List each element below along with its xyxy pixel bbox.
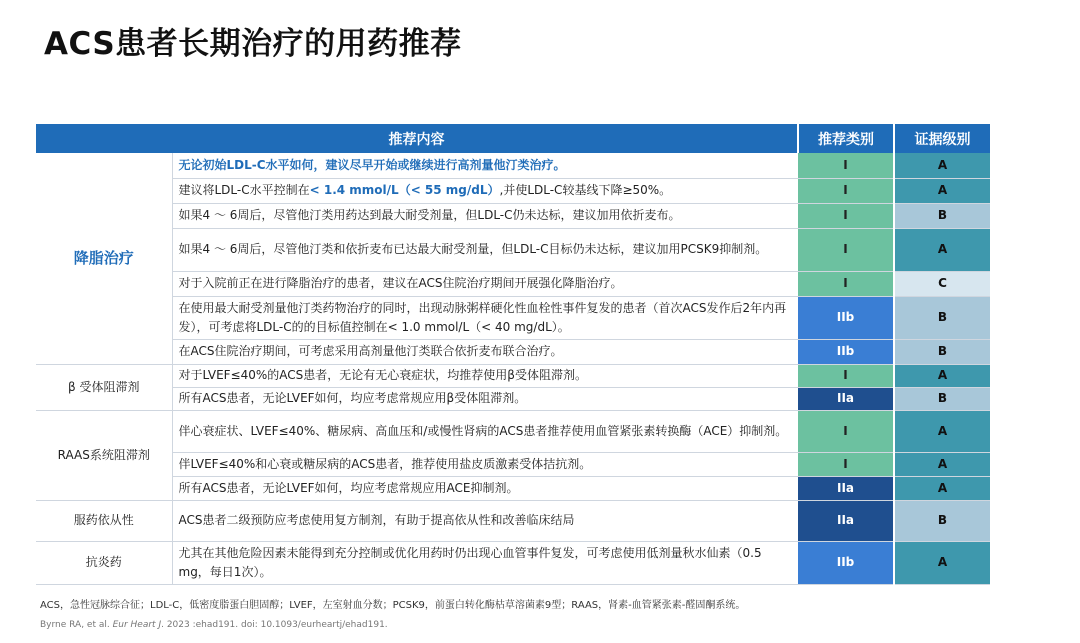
- row-class: IIb: [798, 541, 894, 584]
- row-level: A: [894, 178, 990, 203]
- row-level: A: [894, 452, 990, 476]
- page-title: ACS患者长期治疗的用药推荐: [44, 26, 462, 62]
- table-row: [36, 339, 990, 364]
- row-class: IIb: [798, 339, 894, 364]
- row-level: B: [894, 500, 990, 541]
- row-level: C: [894, 271, 990, 296]
- table-row: [36, 410, 990, 452]
- row-class: I: [798, 203, 894, 228]
- category-lipid: 降脂治疗: [36, 153, 172, 364]
- row-text: 如果4 ～ 6周后，尽管他汀类和依折麦布已达最大耐受剂量，但LDL-C目标仍未达标，建议加用PCSK9抑制剂。: [172, 228, 798, 271]
- row-class: I: [798, 410, 894, 452]
- row-text: 对于入院前正在进行降脂治疗的患者，建议在ACS住院治疗期间开展强化降脂治疗。: [172, 271, 798, 296]
- row-text: 对于LVEF≤40%的ACS患者，无论有无心衰症状，均推荐使用β受体阻滞剂。: [172, 364, 798, 387]
- row-class: IIa: [798, 387, 894, 410]
- row-text: 如果4 ～ 6周后，尽管他汀类用药达到最大耐受剂量，但LDL-C仍未达标，建议加用依折麦布。: [172, 203, 798, 228]
- table-row: [36, 387, 990, 410]
- row-text: 所有ACS患者，无论LVEF如何，均应考虑常规应用ACE抑制剂。: [172, 476, 798, 500]
- row-level: A: [894, 364, 990, 387]
- category-raas: RAAS系统阻滞剂: [36, 410, 172, 500]
- row-text: 所有ACS患者，无论LVEF如何，均应考虑常规应用β受体阻滞剂。: [172, 387, 798, 410]
- table-row: [36, 500, 990, 541]
- table-header-row: [36, 124, 990, 153]
- row-text-pre: 建议将LDL-C水平控制在: [178, 183, 310, 198]
- table-row: [36, 476, 990, 500]
- table-row: [36, 228, 990, 271]
- row-level: A: [894, 541, 990, 584]
- row-text-post: ,并使LDL-C较基线下降≥50%。: [499, 183, 672, 198]
- row-level: B: [894, 296, 990, 339]
- recommendation-table: [36, 124, 990, 585]
- category-anti-inflammatory: 抗炎药: [36, 541, 172, 584]
- row-class: IIa: [798, 476, 894, 500]
- row-level: A: [894, 410, 990, 452]
- table-row: [36, 271, 990, 296]
- row-text: 无论初始LDL-C水平如何，建议尽早开始或继续进行高剂量他汀类治疗。: [172, 153, 798, 178]
- row-text: ACS患者二级预防应考虑使用复方制剂，有助于提高依从性和改善临床结局: [172, 500, 798, 541]
- row-level: B: [894, 339, 990, 364]
- table-row: [36, 452, 990, 476]
- row-level: B: [894, 203, 990, 228]
- header-content: 推荐内容: [36, 124, 798, 153]
- row-level: A: [894, 228, 990, 271]
- row-text-highlight: < 1.4 mmol/L（< 55 mg/dL）: [309, 183, 500, 198]
- table-row: [36, 178, 990, 203]
- row-level: A: [894, 153, 990, 178]
- row-class: I: [798, 452, 894, 476]
- row-class: I: [798, 271, 894, 296]
- reference-journal: Eur Heart J: [112, 620, 162, 630]
- table-row: [36, 153, 990, 178]
- category-adherence: 服药依从性: [36, 500, 172, 541]
- table-row: [36, 541, 990, 584]
- row-level: A: [894, 476, 990, 500]
- row-class: IIb: [798, 296, 894, 339]
- reference-details: . 2023 :ehad191. doi: 10.1093/eurheartj/ehad191.: [161, 620, 388, 630]
- row-class: I: [798, 178, 894, 203]
- row-text: 在ACS住院治疗期间，可考虑采用高剂量他汀类联合依折麦布联合治疗。: [172, 339, 798, 364]
- reference-authors: Byrne RA, et al.: [40, 620, 113, 630]
- category-beta-blocker: β 受体阻滞剂: [36, 364, 172, 410]
- table-row: [36, 203, 990, 228]
- row-class: IIa: [798, 500, 894, 541]
- reference-citation: [40, 620, 388, 630]
- table-row: [36, 296, 990, 339]
- row-class: I: [798, 364, 894, 387]
- row-class: I: [798, 228, 894, 271]
- header-level: 证据级别: [894, 124, 990, 153]
- row-text: 伴LVEF≤40%和心衰或糖尿病的ACS患者，推荐使用盐皮质激素受体拮抗剂。: [172, 452, 798, 476]
- row-text: [172, 178, 798, 203]
- row-text: 伴心衰症状、LVEF≤40%、糖尿病、高血压和/或慢性肾病的ACS患者推荐使用血管紧张素转换酶（ACE）抑制剂。: [172, 410, 798, 452]
- header-class: 推荐类别: [798, 124, 894, 153]
- abbreviation-footnote: ACS，急性冠脉综合征；LDL-C，低密度脂蛋白胆固醇；LVEF，左室射血分数；PCSK9，前蛋白转化酶枯草溶菌素9型；RAAS，肾素-血管紧张素-醛固酮系统。: [40, 600, 746, 611]
- table-row: [36, 364, 990, 387]
- row-text: 尤其在其他危险因素未能得到充分控制或优化用药时仍出现心血管事件复发，可考虑使用低剂量秋水仙素（0.5 mg，每日1次）。: [172, 541, 798, 584]
- row-text: 在使用最大耐受剂量他汀类药物治疗的同时，出现动脉粥样硬化性血栓性事件复发的患者（首次ACS发作后2年内再发），可考虑将LDL-C的的目标值控制在< 1.0 mmol/L（< 40 mg/dL）。: [172, 296, 798, 339]
- row-level: B: [894, 387, 990, 410]
- row-class: I: [798, 153, 894, 178]
